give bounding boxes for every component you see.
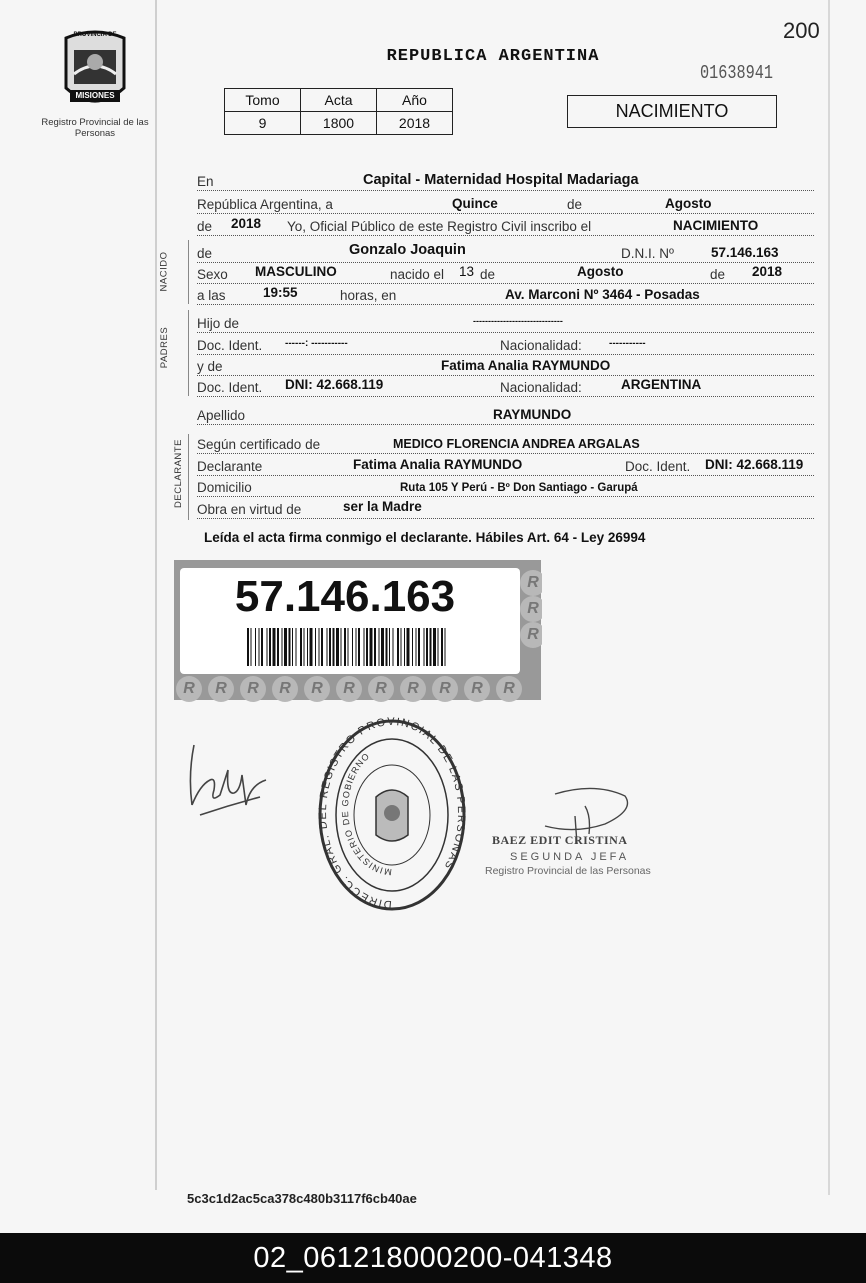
de-label: de	[567, 197, 583, 212]
inscribed-type-value: NACIMIENTO	[673, 218, 759, 233]
barcode-bar	[389, 628, 390, 666]
row-father	[197, 312, 814, 333]
barcode-bar	[438, 628, 439, 666]
row-mother	[197, 355, 814, 376]
registry-table-value-row	[225, 112, 453, 135]
nacido-side-label: NACIDO	[158, 251, 170, 292]
row-name	[197, 242, 814, 263]
logo-caption: Registro Provincial de las Personas	[41, 117, 149, 139]
barcode-bar	[289, 628, 291, 666]
row-domicilio	[197, 476, 814, 497]
declarante-divider	[188, 434, 189, 520]
birth-day-value: 13	[459, 264, 475, 279]
barcode-bar	[304, 628, 305, 666]
barcode-dni-number: 57.146.163	[234, 572, 456, 621]
file-identifier-footer: 02_061218000200-041348	[0, 1233, 866, 1283]
card-r-pattern-right: RRR	[520, 570, 542, 680]
barcode-bar	[364, 628, 365, 666]
place-value: Capital - Maternidad Hospital Madariaga	[363, 172, 639, 188]
barcode-bar	[374, 628, 376, 666]
closing-statement: Leída el acta firma conmigo el declarante. Hábiles Art. 64 - Ley 26994	[204, 530, 646, 545]
barcode-bar	[321, 628, 323, 666]
nacido-el-label: nacido el	[390, 267, 445, 282]
barcode-bar	[348, 628, 349, 666]
official-title: SEGUNDA JEFA	[510, 851, 630, 863]
hijo-de-label: Hijo de	[197, 316, 240, 331]
y-de-label: y de	[197, 359, 223, 374]
obra-value: ser la Madre	[343, 499, 422, 514]
barcode-bar	[358, 628, 360, 666]
nacido-de-label: de	[197, 246, 213, 261]
barcode-bar	[255, 628, 256, 666]
birth-year-value: 2018	[752, 264, 783, 279]
barcode-bar	[366, 628, 368, 666]
barcode-bar	[310, 628, 313, 666]
barcode-bar	[393, 628, 394, 666]
serial-number: 01638941	[700, 62, 773, 84]
barcode-bar	[441, 628, 443, 666]
barcode-bar	[284, 628, 287, 666]
record-type-box: NACIMIENTO	[567, 95, 777, 128]
barcode-bar	[404, 628, 405, 666]
declarante-label: Declarante	[197, 459, 263, 474]
barcode-bar	[319, 628, 320, 666]
father-doc-value: ------: -----------	[285, 338, 348, 349]
row-apellido	[197, 404, 814, 425]
barcode-bar	[379, 628, 380, 666]
barcode-bar	[269, 628, 271, 666]
declarant-signature	[180, 735, 275, 830]
barcode-bar	[277, 628, 279, 666]
obra-label: Obra en virtud de	[197, 502, 302, 517]
tomo-value: 9	[225, 112, 301, 135]
row-father-doc	[197, 334, 814, 355]
father-nationality-value: -----------	[609, 338, 646, 349]
barcode-bar	[327, 628, 328, 666]
registry-table-header-row	[225, 89, 453, 112]
tomo-header: Tomo	[225, 89, 301, 112]
mother-doc-label: Doc. Ident.	[197, 380, 263, 395]
dni-label: D.N.I. Nº	[621, 246, 674, 261]
barcode-bar	[430, 628, 432, 666]
barcode-bar	[267, 628, 268, 666]
barcode-bar	[433, 628, 436, 666]
logo-banner-text: MISIONES	[75, 91, 115, 100]
barcode-bar	[386, 628, 388, 666]
republica-label: República Argentina, a	[197, 197, 333, 212]
barcode-bar	[397, 628, 399, 666]
declarante-value: Fatima Analia RAYMUNDO	[353, 457, 523, 472]
barcode-bar	[292, 628, 293, 666]
en-label: En	[197, 174, 214, 189]
acta-value: 1800	[301, 112, 377, 135]
barcode-bar	[296, 628, 297, 666]
year-value: 2018	[231, 216, 262, 231]
page-number: 200	[783, 18, 820, 43]
row-place	[197, 170, 814, 191]
anio-header: Año	[377, 89, 453, 112]
province-crest-logo	[60, 28, 130, 112]
apellido-value: RAYMUNDO	[493, 407, 572, 422]
a-las-label: a las	[197, 288, 226, 303]
barcode-bar	[261, 628, 263, 666]
declarante-doc-value: DNI: 42.668.119	[705, 457, 804, 472]
mother-name-value: Fatima Analia RAYMUNDO	[441, 358, 611, 373]
barcode-bar	[344, 628, 346, 666]
barcode-bars	[247, 628, 449, 666]
barcode-bar	[426, 628, 428, 666]
official-name: BAEZ EDIT CRISTINA	[492, 833, 628, 847]
row-sex-birthdate	[197, 263, 814, 284]
anio-value: 2018	[377, 112, 453, 135]
stamp-inner-text: MINISTERIO DE GOBIERNO	[339, 750, 393, 878]
right-margin-line	[828, 0, 830, 1195]
father-nationality-label: Nacionalidad:	[500, 338, 582, 353]
birth-month-value: Agosto	[577, 264, 624, 279]
row-date	[197, 193, 814, 214]
official-stamp	[316, 717, 468, 913]
domicilio-label: Domicilio	[197, 480, 252, 495]
barcode-bar	[307, 628, 308, 666]
barcode-bar	[401, 628, 402, 666]
barcode-bar	[282, 628, 283, 666]
nacido-divider	[188, 240, 189, 304]
registry-table	[224, 88, 453, 135]
apellido-label: Apellido	[197, 408, 246, 423]
barcode-bar	[412, 628, 413, 666]
domicilio-value: Ruta 105 Y Perú - Bº Don Santiago - Garupá	[400, 482, 638, 494]
barcode-bar	[300, 628, 302, 666]
acta-header: Acta	[301, 89, 377, 112]
birth-de-label-2: de	[710, 267, 726, 282]
birth-time-value: 19:55	[263, 285, 298, 300]
row-mother-doc	[197, 376, 814, 397]
row-certificado	[197, 433, 814, 454]
declarante-doc-label: Doc. Ident.	[625, 459, 691, 474]
oficial-text: Yo, Oficial Público de este Registro Civil inscribo el	[287, 219, 592, 234]
barcode-bar	[247, 628, 249, 666]
certificado-label: Según certificado de	[197, 437, 321, 452]
certificado-value: MEDICO FLORENCIA ANDREA ARGALAS	[393, 437, 640, 451]
barcode-bar	[381, 628, 384, 666]
declarante-side-label: DECLARANTE	[172, 439, 184, 508]
day-words-value: Quince	[452, 196, 498, 211]
mother-nationality-label: Nacionalidad:	[500, 380, 582, 395]
document-title: REPUBLICA ARGENTINA	[386, 47, 600, 66]
sexo-label: Sexo	[197, 267, 228, 282]
child-name-value: Gonzalo Joaquin	[349, 242, 466, 258]
de-label-2: de	[197, 219, 213, 234]
barcode-bar	[273, 628, 276, 666]
official-organization: Registro Provincial de las Personas	[485, 865, 651, 877]
barcode-bar	[329, 628, 331, 666]
barcode-bar	[418, 628, 420, 666]
padres-divider	[188, 310, 189, 396]
barcode-bar	[352, 628, 353, 666]
logo-arc-text: PROVINCIA DE	[73, 32, 117, 38]
barcode-bar	[445, 628, 446, 666]
horas-label: horas, en	[340, 288, 397, 303]
row-declarante	[197, 455, 814, 476]
birth-place-value: Av. Marconi Nº 3464 - Posadas	[505, 287, 700, 302]
barcode-bar	[356, 628, 357, 666]
left-margin-line	[155, 0, 157, 1190]
barcode-bar	[333, 628, 335, 666]
barcode-bar	[259, 628, 260, 666]
row-inscription	[197, 215, 814, 236]
barcode-bar	[315, 628, 316, 666]
stamp-outer-text: DIRECC. GRAL. DEL REGISTRO PROVINCIAL DE LAS PERSONAS	[316, 717, 468, 911]
mother-nationality-value: ARGENTINA	[621, 377, 702, 392]
row-obra	[197, 498, 814, 519]
padres-side-label: PADRES	[159, 326, 171, 369]
card-r-pattern-bottom: R R R R R R R R R R R	[176, 676, 541, 702]
barcode-bar	[370, 628, 373, 666]
document-hash: 5c3c1d2ac5ca378c480b3117f6cb40ae	[187, 1191, 417, 1206]
month-value: Agosto	[665, 196, 712, 211]
barcode-bar	[424, 628, 425, 666]
birth-de-label: de	[480, 267, 496, 282]
sexo-value: MASCULINO	[255, 264, 337, 279]
barcode-bar	[407, 628, 410, 666]
barcode-bar	[251, 628, 252, 666]
row-time-place	[197, 284, 814, 305]
barcode-bar	[341, 628, 342, 666]
child-dni-value: 57.146.163	[711, 245, 779, 260]
barcode-bar	[416, 628, 417, 666]
barcode-bar	[336, 628, 339, 666]
mother-doc-value: DNI: 42.668.119	[285, 377, 384, 392]
father-doc-label: Doc. Ident.	[197, 338, 263, 353]
father-name-value: ------------------------------	[473, 316, 563, 326]
